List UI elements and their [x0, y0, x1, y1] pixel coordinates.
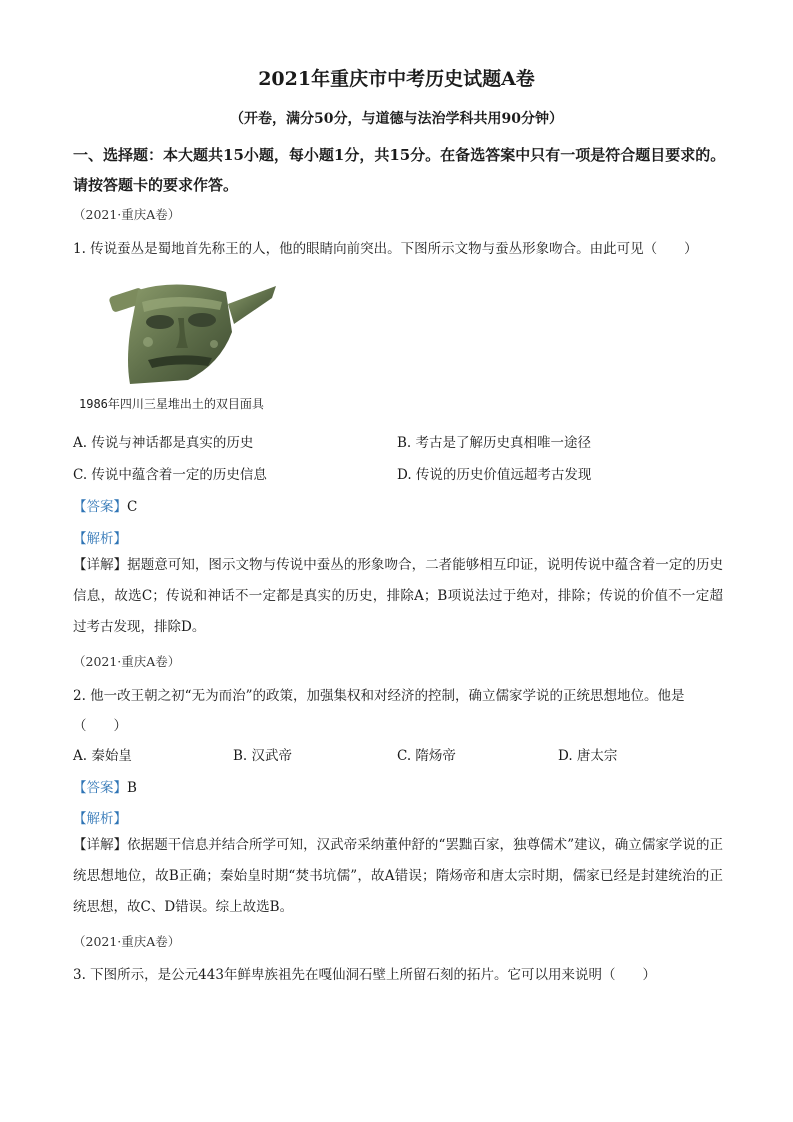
- q1-analysis-label: 【解析】: [73, 531, 127, 547]
- detail-label: 【详解】: [73, 837, 128, 853]
- page-subtitle: （开卷，满分50分，与道德与法治学科共用90分钟）: [230, 111, 563, 127]
- answer-label: 【答案】: [73, 499, 127, 515]
- q1-detail-text: 据题意可知，图示文物与传说中蚕丛的形象吻合，二者能够相互印证，说明传说中蕴含着一定的历史信息，故选C；传说和神话不一定都是真实的历史，排除A；B项说法过于绝对，排除；传说的价值不一定超过考古发现，排除D。: [73, 557, 724, 635]
- q2-detail-text: 依据题干信息并结合所学可知，汉武帝采纳董仲舒的“罢黜百家，独尊儒术”建议，确立儒家学说的正统思想地位，故B正确；秦始皇时期“焚书坑儒”，故A错误；隋炀帝和唐太宗时期，儒家已经是封建统治的正统思想，故C、D错误。综上故选B。: [73, 837, 723, 915]
- section-instructions: 一、选择题：本大题共15小题，每小题1分，共15分。在备选答案中只有一项是符合题目要求的。请按答题卡的要求作答。: [73, 146, 726, 194]
- q1-answer-line: [73, 495, 137, 515]
- q2-option-a: A. 秦始皇: [73, 748, 132, 764]
- q1-option-c: C. 传说中蕴含着一定的历史信息: [73, 467, 267, 483]
- q3-stem: 3. 下图所示，是公元443年鲜卑族祖先在嘎仙洞石壁上所留石刻的拓片。它可以用来说明（ ）: [73, 967, 656, 983]
- bronze-mask-image: [108, 272, 278, 387]
- q1-image-caption: 1986年四川三星堆出土的双目面具: [79, 397, 264, 411]
- q3-source: （2021·重庆A卷）: [73, 934, 181, 949]
- q1-source: （2021·重庆A卷）: [73, 207, 181, 222]
- q1-option-d: D. 传说的历史价值远超考古发现: [397, 467, 592, 483]
- page-title: 2021年重庆市中考历史试题A卷: [258, 68, 535, 90]
- q2-option-b: B. 汉武帝: [233, 748, 293, 764]
- q2-answer: B: [127, 780, 137, 796]
- q2-answer-line: [73, 776, 137, 796]
- q1-stem: 1. 传说蚕丛是蜀地首先称王的人，他的眼睛向前突出。下图所示文物与蚕丛形象吻合。由此可见（ ）: [73, 241, 698, 257]
- q2-stem-line1: 2. 他一改王朝之初“无为而治”的政策，加强集权和对经济的控制，确立儒家学说的正统思想地位。他是: [73, 688, 685, 704]
- q2-option-c: C. 隋炀帝: [397, 748, 456, 764]
- q1-option-b: B. 考古是了解历史真相唯一途径: [397, 435, 592, 451]
- q1-detail: [73, 550, 723, 643]
- q2-option-d: D. 唐太宗: [558, 748, 618, 764]
- detail-label: 【详解】: [73, 557, 128, 573]
- answer-label: 【答案】: [73, 780, 127, 796]
- q2-detail: [73, 830, 723, 923]
- q1-answer: C: [127, 499, 138, 515]
- q2-analysis-label: 【解析】: [73, 811, 127, 827]
- q2-source: （2021·重庆A卷）: [73, 654, 181, 669]
- q1-option-a: A. 传说与神话都是真实的历史: [73, 435, 254, 451]
- q2-stem-line2: （ ）: [73, 718, 127, 734]
